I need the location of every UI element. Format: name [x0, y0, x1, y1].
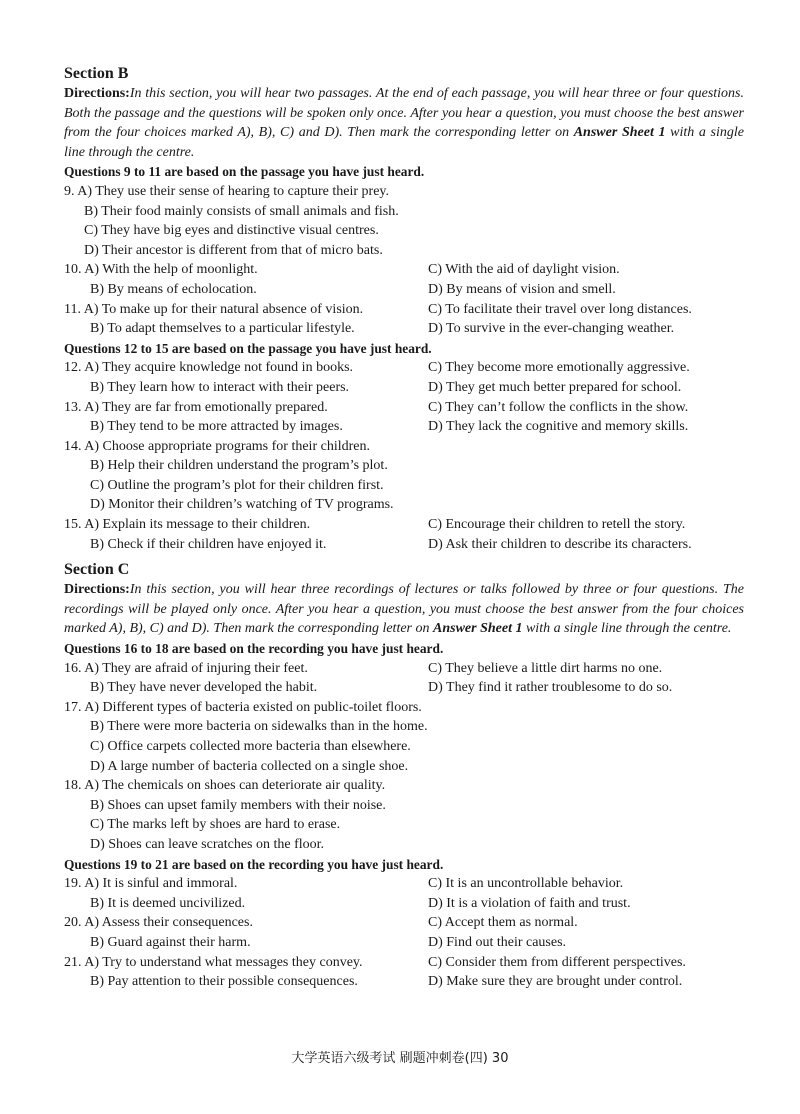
question-11-row-2	[64, 319, 744, 339]
question-10-row-2	[64, 280, 744, 300]
exam-page	[64, 64, 744, 992]
question-15-option-c: C) Encourage their children to retell the story.	[428, 517, 686, 533]
question-20-option-d: D) Find out their causes.	[428, 934, 567, 950]
question-18-option-a: 18. A) The chemicals on shoes can deteriorate air quality.	[64, 778, 386, 794]
question-13-option-b: B) They tend to be more attracted by images.	[90, 419, 343, 435]
directions-label: Directions:	[64, 86, 130, 101]
question-20-row-2	[64, 933, 744, 953]
question-11-option-c: C) To facilitate their travel over long distances.	[428, 301, 692, 317]
question-18-option-b: B) Shoes can upset family members with their noise.	[90, 797, 386, 813]
section-b-title: Section B	[64, 65, 129, 82]
question-21-option-a: 21. A) Try to understand what messages they convey.	[64, 954, 363, 970]
question-11-option-d: D) To survive in the ever-changing weather.	[428, 321, 675, 337]
question-21-option-d: D) Make sure they are brought under control.	[428, 974, 683, 990]
question-14-option-b: B) Help their children understand the program’s plot.	[90, 458, 388, 474]
question-9-option-d: D) Their ancestor is different from that of micro bats.	[84, 242, 383, 258]
question-11-option-a: 11. A) To make up for their natural absence of vision.	[64, 301, 364, 317]
question-9-option-a: 9. A) They use their sense of hearing to capture their prey.	[64, 183, 390, 199]
question-13-option-d: D) They lack the cognitive and memory skills.	[428, 419, 689, 435]
question-15-option-b: B) Check if their children have enjoyed it.	[90, 536, 327, 552]
question-16-option-d: D) They find it rather troublesome to do so.	[428, 680, 673, 696]
question-21-row-1	[64, 953, 744, 973]
question-11-option-b: B) To adapt themselves to a particular lifestyle.	[90, 321, 355, 337]
question-19-option-a: 19. A) It is sinful and immoral.	[64, 876, 238, 892]
question-16-option-a: 16. A) They are afraid of injuring their feet.	[64, 660, 308, 676]
section-b-directions	[64, 84, 744, 162]
question-13-option-a: 13. A) They are far from emotionally prepared.	[64, 399, 328, 415]
question-21-option-b: B) Pay attention to their possible consequences.	[90, 974, 358, 990]
directions-text-end: with a single line through the centre.	[522, 621, 732, 637]
question-15-option-a: 15. A) Explain its message to their children.	[64, 517, 311, 533]
question-10-option-c: C) With the aid of daylight vision.	[428, 262, 620, 278]
question-16-option-b: B) They have never developed the habit.	[90, 680, 318, 696]
answer-sheet-ref: Answer Sheet 1	[573, 125, 666, 141]
question-20-option-c: C) Accept them as normal.	[428, 915, 578, 931]
question-group-header: Questions 12 to 15 are based on the passage you have just heard.	[64, 340, 432, 356]
question-12-option-c: C) They become more emotionally aggressive.	[428, 360, 690, 376]
question-9-option-c: C) They have big eyes and distinctive visual centres.	[84, 223, 379, 239]
question-17-option-c: C) Office carpets collected more bacteria than elsewhere.	[90, 739, 411, 754]
question-21-option-c: C) Consider them from different perspectives.	[428, 954, 686, 970]
question-15-row-2	[64, 535, 744, 555]
directions-text-end: with a single line through the centre.	[64, 125, 744, 160]
question-10-row-1	[64, 260, 744, 280]
question-10-option-b: B) By means of echolocation.	[90, 281, 257, 297]
question-group-header: Questions 19 to 21 are based on the recording you have just heard.	[64, 856, 444, 872]
question-10-option-d: D) By means of vision and smell.	[428, 281, 616, 297]
answer-sheet-ref: Answer Sheet 1	[433, 621, 523, 637]
question-15-option-d: D) Ask their children to describe its characters.	[428, 536, 692, 552]
question-12-row-2	[64, 378, 744, 398]
question-14-option-d: D) Monitor their children’s watching of TV programs.	[90, 497, 394, 513]
question-12-option-d: D) They get much better prepared for school.	[428, 379, 682, 395]
question-group-header: Questions 16 to 18 are based on the recording you have just heard.	[64, 641, 444, 657]
question-21-row-2	[64, 972, 744, 992]
question-16-option-c: C) They believe a little dirt harms no one.	[428, 660, 663, 676]
question-19-row-2	[64, 894, 744, 914]
question-18-option-d: D) Shoes can leave scratches on the floor.	[90, 836, 325, 852]
question-19-option-d: D) It is a violation of faith and trust.	[428, 895, 631, 911]
question-16-row-2	[64, 678, 744, 698]
question-group-header: Questions 9 to 11 are based on the passage you have just heard.	[64, 164, 425, 180]
question-17-option-b: B) There were more bacteria on sidewalks than in the home.	[90, 719, 428, 735]
question-16-row-1	[64, 659, 744, 679]
question-9-option-b: B) Their food mainly consists of small animals and fish.	[84, 203, 399, 219]
question-13-option-c: C) They can’t follow the conflicts in the show.	[428, 399, 689, 415]
question-18-option-c: C) The marks left by shoes are hard to erase.	[90, 817, 341, 833]
question-12-row-1	[64, 358, 744, 378]
question-19-row-1	[64, 874, 744, 894]
question-10-option-a: 10. A) With the help of moonlight.	[64, 262, 258, 278]
section-c-directions	[64, 580, 744, 639]
question-13-row-2	[64, 417, 744, 437]
question-19-option-c: C) It is an uncontrollable behavior.	[428, 876, 624, 892]
question-20-option-a: 20. A) Assess their consequences.	[64, 915, 253, 931]
question-13-row-1	[64, 398, 744, 418]
question-20-option-b: B) Guard against their harm.	[90, 934, 251, 950]
directions-text: In this section, you will hear three recordings of lectures or talks followed by three or four questions. The recordings will be played only once. After you hear a question, you must choose the best answer from the four choices marked A), B), C) and D). Then mark the corresponding letter on	[64, 582, 744, 637]
directions-label: Directions:	[64, 582, 130, 598]
question-14-option-c: C) Outline the program’s plot for their children first.	[90, 477, 384, 493]
question-17-option-a: 17. A) Different types of bacteria existed on public-toilet floors.	[64, 699, 422, 715]
page-footer: 大学英语六级考试 刷题冲刺卷(四) 30	[291, 1051, 509, 1066]
question-12-option-a: 12. A) They acquire knowledge not found in books.	[64, 360, 354, 376]
question-15-row-1	[64, 515, 744, 535]
question-14-option-a: 14. A) Choose appropriate programs for their children.	[64, 438, 370, 454]
question-20-row-1	[64, 913, 744, 933]
directions-text: In this section, you will hear two passages. At the end of each passage, you will hear three or four questions. Both the passage and the questions will be spoken only once. After you hear a question, you must choose the best answer from the four choices marked A), B), C) and D). Then mark the corresponding letter on	[64, 86, 744, 141]
question-11-row-1	[64, 300, 744, 320]
section-c-title: Section C	[64, 561, 130, 579]
question-19-option-b: B) It is deemed uncivilized.	[90, 895, 246, 911]
question-12-option-b: B) They learn how to interact with their peers.	[90, 379, 350, 395]
question-17-option-d: D) A large number of bacteria collected on a single shoe.	[90, 758, 409, 774]
